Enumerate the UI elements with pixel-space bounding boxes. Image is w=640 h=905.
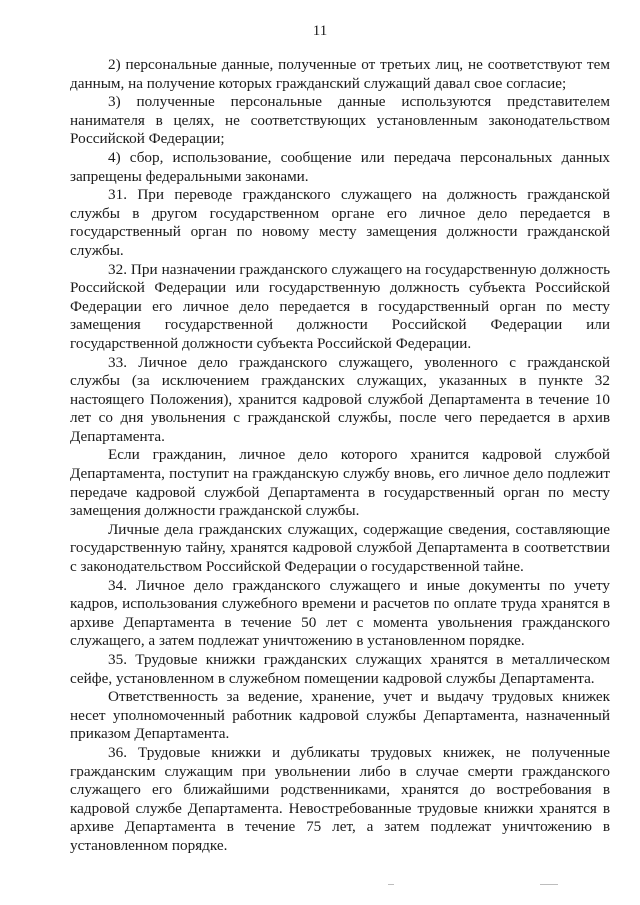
paragraph-item-3: 3) полученные персональные данные используются представителем нанимателя в целях, не соответствующих установленным законодательством Российской Федерации;: [70, 93, 610, 148]
paragraph-33-secret: Личные дела гражданских служащих, содержащие сведения, составляющие государственную тайну, хранятся кадровой службой Департамента в соответствии с законодательством Российской Федерации о государственной тайне.: [70, 520, 610, 576]
paragraph-35-responsibility: Ответственность за ведение, хранение, учет и выдачу трудовых книжек несет уполномоченный работник кадровой службы Департамента, назначенный приказом Департамента.: [70, 688, 610, 743]
paragraph-item-4: 4) сбор, использование, сообщение или передача персональных данных запрещены федеральными законами.: [70, 148, 610, 185]
scan-artifact-left: [388, 884, 394, 885]
paragraph-33-rehire: Если гражданин, личное дело которого хранится кадровой службой Департамента, поступит на гражданскую службу вновь, его личное дело подлежит передаче кадровой службой Департамента в государственный орган по месту замещения должности гражданской службы.: [70, 446, 610, 520]
paragraph-item-2: 2) персональные данные, полученные от третьих лиц, не соответствуют тем данным, на получение которых гражданский служащий давал свое согласие;: [70, 56, 610, 92]
paragraph-36: 36. Трудовые книжки и дубликаты трудовых книжек, не полученные гражданским служащим при увольнении либо в случае смерти гражданского служащего его ближайшими родственниками, хранятся до востребования в кадровой службе Департамента. Невостребованные трудовые книжки хранятся в архиве Департамента в течение 75 лет, а затем подлежат уничтожению в установленном порядке.: [70, 743, 610, 854]
paragraph-35: 35. Трудовые книжки гражданских служащих хранятся в металлическом сейфе, установленном в служебном помещении кадровой службы Департамента.: [70, 651, 610, 687]
paragraph-34: 34. Личное дело гражданского служащего и иные документы по учету кадров, использования служебного времени и расчетов по оплате труда хранятся в архиве Департамента в течение 50 лет с момента увольнения гражданского служащего, а затем подлежат уничтожению в установленном порядке.: [70, 576, 610, 650]
scan-artifact-right: [540, 884, 558, 885]
paragraph-32: 32. При назначении гражданского служащего на государственную должность Российской Федерации или государственную должность субъекта Российской Федерации его личное дело передается в государственный орган по месту замещения государственной должности Российской Федерации или государственной должности субъекта Российской Федерации.: [70, 260, 610, 352]
page-number: 11: [312, 23, 328, 39]
paragraph-33: 33. Личное дело гражданского служащего, уволенного с гражданской службы (за исключением гражданских служащих, указанных в пункте 32 настоящего Положения), хранится кадровой службой Департамента в течение 10 лет со дня увольнения с гражданской службы, после чего передается в архив Департамента.: [70, 353, 610, 445]
document-body: [70, 56, 610, 856]
paragraph-31: 31. При переводе гражданского служащего на должность гражданской службы в другом государственном органе его личное дело передается в государственный орган по новому месту замещения должности гражданской службы.: [70, 186, 610, 259]
